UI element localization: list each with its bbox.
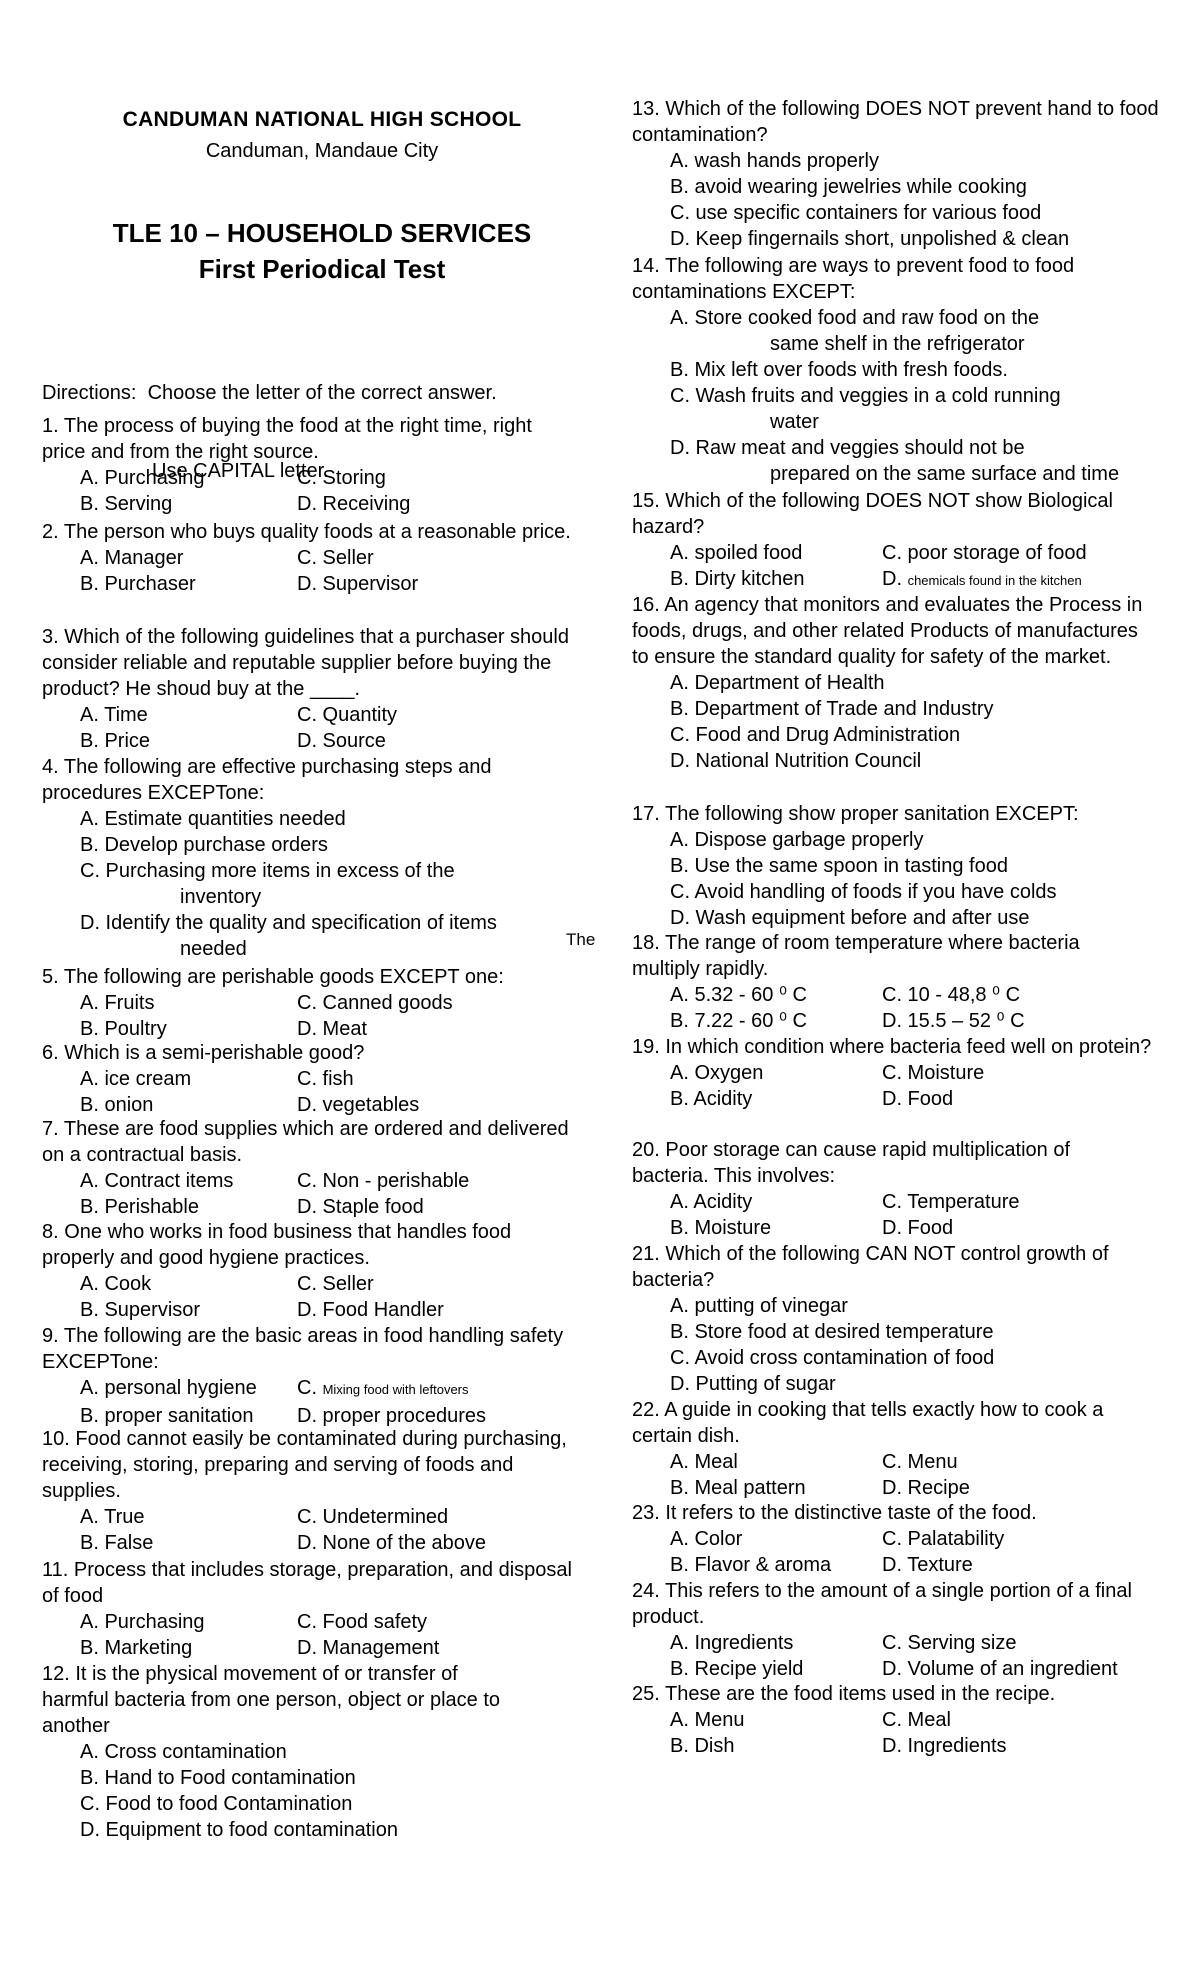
- options-row: [42, 1375, 572, 1403]
- answer-option: B. proper sanitation: [80, 1405, 254, 1427]
- answer-option: B. Perishable: [80, 1196, 199, 1218]
- answer-option: [632, 853, 1152, 879]
- options-row: [42, 990, 572, 1016]
- answer-option: [632, 200, 1177, 226]
- answer-option: D. Meat: [297, 1018, 368, 1040]
- option-text: B. avoid wearing jewelries while cooking: [670, 176, 1027, 198]
- answer-option: C. Seller: [297, 1273, 374, 1295]
- answer-option: [632, 409, 1152, 435]
- options-row: [632, 1449, 1152, 1475]
- option-text: A. wash hands properly: [670, 150, 880, 172]
- question-stem: 10. Food cannot easily be contaminated during purchasing, receiving, storing, preparing and serving of foods and supplies.: [42, 1428, 567, 1502]
- answer-option: [632, 174, 1177, 200]
- option-text: prepared on the same surface and time: [770, 463, 1120, 485]
- options-row: [42, 1609, 572, 1635]
- answer-option: C. Non - perishable: [297, 1170, 470, 1192]
- answer-option: D. Food: [882, 1217, 954, 1239]
- answer-option: B. Flavor & aroma: [670, 1554, 832, 1576]
- question-11: [42, 1557, 572, 1661]
- question-4: [42, 754, 572, 962]
- options-row: [632, 1060, 1152, 1086]
- answer-option: [42, 858, 572, 884]
- question-14: [632, 253, 1152, 487]
- answer-option: B. Acidity: [670, 1088, 753, 1110]
- question-stem: 3. Which of the following guidelines that a purchaser should consider reliable and reputable supplier before buying the product? He shoud buy at the ____.: [42, 626, 569, 700]
- exam-title: First Periodical Test: [198, 254, 446, 284]
- answer-option: D. chemicals found in the kitchen: [882, 568, 1082, 590]
- question-stem: 17. The following show proper sanitation EXCEPT:: [632, 803, 1079, 825]
- option-text: C. Avoid cross contamination of food: [670, 1347, 995, 1369]
- answer-option: B. Supervisor: [80, 1299, 201, 1321]
- question-stem: 1. The process of buying the food at the right time, right price and from the right source.: [42, 415, 532, 463]
- option-text: A. Cross contamination: [80, 1741, 287, 1763]
- answer-option: A. personal hygiene: [80, 1377, 257, 1399]
- option-text: C. Food and Drug Administration: [670, 724, 961, 746]
- answer-option: A. Manager: [80, 547, 184, 569]
- answer-option: A. Purchasing: [80, 467, 205, 489]
- options-row: [42, 702, 582, 728]
- option-text: B. Use the same spoon in tasting food: [670, 855, 1008, 877]
- option-text: D. Equipment to food contamination: [80, 1819, 398, 1841]
- answer-option: A. Fruits: [80, 992, 155, 1014]
- question-22: [632, 1397, 1152, 1501]
- stray-text: The: [566, 930, 596, 949]
- answer-option: C. Food safety: [297, 1611, 428, 1633]
- answer-option: [632, 357, 1152, 383]
- question-1: [42, 413, 572, 517]
- answer-option: [42, 910, 572, 936]
- answer-option: C. Menu: [882, 1451, 958, 1473]
- answer-option: [632, 331, 1152, 357]
- options-row: [632, 1189, 1152, 1215]
- question-15: [632, 488, 1152, 594]
- answer-option: C. Moisture: [882, 1062, 985, 1084]
- answer-option: D. Volume of an ingredient: [882, 1658, 1118, 1680]
- answer-option: C. fish: [297, 1068, 354, 1090]
- option-text: needed: [180, 938, 247, 960]
- answer-option: D. Management: [297, 1637, 440, 1659]
- question-2: [42, 519, 572, 597]
- answer-option: D. Food: [882, 1088, 954, 1110]
- question-7: [42, 1116, 572, 1220]
- answer-option: [632, 748, 1152, 774]
- question-stem: 19. In which condition where bacteria feed well on protein?: [632, 1036, 1152, 1058]
- answer-option: B. Poultry: [80, 1018, 167, 1040]
- answer-option: [42, 936, 572, 962]
- question-25: [632, 1681, 1152, 1759]
- question-19: [632, 1034, 1152, 1112]
- question-stem: 22. A guide in cooking that tells exactly how to cook a certain dish.: [632, 1399, 1104, 1447]
- answer-option: D. Receiving: [297, 493, 411, 515]
- option-text: C. use specific containers for various food: [670, 202, 1042, 224]
- answer-option: [42, 832, 572, 858]
- answer-option: B. 7.22 - 60 ⁰ C: [670, 1010, 807, 1032]
- answer-option: [632, 1293, 1152, 1319]
- answer-option: C. Palatability: [882, 1528, 1005, 1550]
- answer-option: D. proper procedures: [297, 1405, 486, 1427]
- answer-option: C. Storing: [297, 467, 386, 489]
- question-stem: 25. These are the food items used in the recipe.: [632, 1683, 1056, 1705]
- options-row: [632, 1526, 1152, 1552]
- options-row: [632, 1707, 1152, 1733]
- question-stem: 21. Which of the following CAN NOT control growth of bacteria?: [632, 1243, 1109, 1291]
- question-8: [42, 1219, 572, 1323]
- answer-option: [42, 1739, 522, 1765]
- question-17: [632, 801, 1152, 931]
- answer-option: B. Marketing: [80, 1637, 193, 1659]
- answer-option: A. spoiled food: [670, 542, 803, 564]
- options-row: [42, 491, 572, 517]
- answer-option: D. Food Handler: [297, 1299, 444, 1321]
- options-row: [632, 1008, 1152, 1034]
- answer-option: A. Cook: [80, 1273, 152, 1295]
- options-row: [42, 1168, 572, 1194]
- answer-option: A. Purchasing: [80, 1611, 205, 1633]
- answer-option: [632, 1371, 1152, 1397]
- question-stem: 11. Process that includes storage, preparation, and disposal of food: [42, 1559, 572, 1607]
- school-city: Canduman, Mandaue City: [205, 140, 439, 162]
- answer-option: [632, 879, 1152, 905]
- answer-option: [42, 1817, 522, 1843]
- options-row: [632, 1552, 1152, 1578]
- options-row: [42, 545, 572, 571]
- question-20: [632, 1137, 1152, 1241]
- question-21: [632, 1241, 1152, 1397]
- answer-option: D. Supervisor: [297, 573, 419, 595]
- answer-option: A. Acidity: [670, 1191, 753, 1213]
- answer-option: C. Serving size: [882, 1632, 1017, 1654]
- directions-line-1: Directions: Choose the letter of the correct answer.: [42, 382, 497, 404]
- answer-option: D. None of the above: [297, 1532, 487, 1554]
- answer-option: A. Menu: [670, 1709, 745, 1731]
- answer-option: B. False: [80, 1532, 154, 1554]
- answer-option: B. Moisture: [670, 1217, 772, 1239]
- question-stem: 13. Which of the following DOES NOT prevent hand to food contamination?: [632, 98, 1159, 146]
- options-row: [632, 1656, 1152, 1682]
- answer-option: [632, 148, 1177, 174]
- answer-option: [632, 435, 1152, 461]
- answer-option: C. poor storage of food: [882, 542, 1087, 564]
- answer-option: A. Ingredients: [670, 1632, 794, 1654]
- options-row: [42, 1635, 572, 1661]
- option-text: D. National Nutrition Council: [670, 750, 922, 772]
- answer-option: [632, 461, 1152, 487]
- options-row: [42, 1092, 572, 1118]
- options-row: [632, 1475, 1152, 1501]
- options-row: [42, 465, 572, 491]
- subject-title: TLE 10 – HOUSEHOLD SERVICES: [112, 218, 532, 248]
- question-12: [42, 1661, 522, 1843]
- option-text: B. Develop purchase orders: [80, 834, 328, 856]
- answer-option: A. ice cream: [80, 1068, 192, 1090]
- answer-option: D. Ingredients: [882, 1735, 1007, 1757]
- options-row: [632, 1630, 1152, 1656]
- options-row: [42, 1066, 572, 1092]
- answer-option: [42, 806, 572, 832]
- question-stem: 15. Which of the following DOES NOT show Biological hazard?: [632, 490, 1113, 538]
- question-13: [632, 96, 1177, 252]
- option-text: C. Food to food Contamination: [80, 1793, 353, 1815]
- school-name: CANDUMAN NATIONAL HIGH SCHOOL: [122, 108, 522, 131]
- answer-option: [632, 670, 1152, 696]
- question-stem: 5. The following are perishable goods EXCEPT one:: [42, 966, 504, 988]
- question-16: [632, 592, 1152, 774]
- option-text: A. Store cooked food and raw food on the: [670, 307, 1040, 329]
- answer-option: D. Recipe: [882, 1477, 970, 1499]
- directions-line-2: Use CAPITAL letter.: [152, 460, 329, 482]
- option-text: same shelf in the refrigerator: [770, 333, 1025, 355]
- small-option-text: chemicals found in the kitchen: [907, 573, 1082, 588]
- answer-option: C. Seller: [297, 547, 374, 569]
- answer-option: [42, 1765, 522, 1791]
- question-9: [42, 1323, 572, 1429]
- answer-option: C. Quantity: [297, 704, 398, 726]
- question-stem: 6. Which is a semi-perishable good?: [42, 1042, 365, 1064]
- option-text: B. Mix left over foods with fresh foods.: [670, 359, 1008, 381]
- option-text: A. Estimate quantities needed: [80, 808, 346, 830]
- option-text: water: [770, 411, 819, 433]
- options-row: [42, 571, 572, 597]
- answer-option: A. True: [80, 1506, 145, 1528]
- answer-option: A. Oxygen: [670, 1062, 764, 1084]
- answer-option: D. Staple food: [297, 1196, 424, 1218]
- answer-option: C. Mixing food with leftovers: [297, 1377, 469, 1399]
- option-text: inventory: [180, 886, 262, 908]
- question-5: [42, 964, 572, 1042]
- answer-option: B. Price: [80, 730, 151, 752]
- answer-option: B. onion: [80, 1094, 154, 1116]
- options-row: [632, 1215, 1152, 1241]
- answer-option: D. Texture: [882, 1554, 973, 1576]
- answer-option: D. Source: [297, 730, 386, 752]
- option-text: D. Wash equipment before and after use: [670, 907, 1030, 929]
- option-text: D. Identify the quality and specification of items: [80, 912, 497, 934]
- question-stem: 12. It is the physical movement of or transfer of harmful bacteria from one person, object or place to another: [42, 1663, 501, 1737]
- answer-option: [632, 383, 1152, 409]
- answer-option: B. Serving: [80, 493, 173, 515]
- options-row: [632, 1733, 1152, 1759]
- answer-option: [632, 905, 1152, 931]
- answer-option: [632, 1345, 1152, 1371]
- answer-option: [632, 696, 1152, 722]
- answer-option: B. Purchaser: [80, 573, 196, 595]
- options-row: [632, 1086, 1152, 1112]
- answer-option: B. Recipe yield: [670, 1658, 804, 1680]
- answer-option: C. Temperature: [882, 1191, 1020, 1213]
- options-row: [632, 982, 1152, 1008]
- options-row: [42, 1194, 572, 1220]
- option-text: B. Hand to Food contamination: [80, 1767, 356, 1789]
- option-text: B. Store food at desired temperature: [670, 1321, 994, 1343]
- answer-option: [42, 1791, 522, 1817]
- answer-option: A. 5.32 - 60 ⁰ C: [670, 984, 807, 1006]
- answer-option: [632, 722, 1152, 748]
- answer-option: [632, 827, 1152, 853]
- option-text: B. Department of Trade and Industry: [670, 698, 994, 720]
- answer-option: C. Meal: [882, 1709, 951, 1731]
- question-stem: 9. The following are the basic areas in food handling safety EXCEPTone:: [42, 1325, 564, 1373]
- answer-option: C. 10 - 48,8 ⁰ C: [882, 984, 1021, 1006]
- question-stem: 7. These are food supplies which are ordered and delivered on a contractual basis.: [42, 1118, 569, 1166]
- option-text: C. Wash fruits and veggies in a cold running: [670, 385, 1061, 407]
- question-stem: 20. Poor storage can cause rapid multiplication of bacteria. This involves:: [632, 1139, 1071, 1187]
- small-option-text: Mixing food with leftovers: [322, 1382, 469, 1397]
- answer-option: B. Dish: [670, 1735, 735, 1757]
- question-stem: 24. This refers to the amount of a single portion of a final product.: [632, 1580, 1132, 1628]
- question-stem: 14. The following are ways to prevent food to food contaminations EXCEPT:: [632, 255, 1075, 303]
- option-text: D. Raw meat and veggies should not be: [670, 437, 1025, 459]
- option-text: C. Purchasing more items in excess of the: [80, 860, 455, 882]
- options-row: [632, 566, 1152, 594]
- question-23: [632, 1500, 1152, 1578]
- question-3: [42, 624, 582, 754]
- question-6: [42, 1040, 572, 1118]
- option-text: A. Department of Health: [670, 672, 885, 694]
- answer-option: [632, 1319, 1152, 1345]
- answer-option: [42, 884, 572, 910]
- answer-option: C. Undetermined: [297, 1506, 449, 1528]
- options-row: [42, 1016, 572, 1042]
- options-row: [42, 728, 582, 754]
- question-stem: 16. An agency that monitors and evaluates the Process in foods, drugs, and other related Products of manufactures to ensure the standard quality for safety of the market.: [632, 594, 1143, 668]
- options-row: [42, 1271, 572, 1297]
- answer-option: D. 15.5 – 52 ⁰ C: [882, 1010, 1025, 1032]
- answer-option: A. Color: [670, 1528, 743, 1550]
- question-18: [632, 930, 1152, 1034]
- question-stem: 18. The range of room temperature where bacteria multiply rapidly.: [632, 932, 1080, 980]
- options-row: [42, 1530, 572, 1556]
- answer-option: A. Time: [80, 704, 148, 726]
- option-text: A. putting of vinegar: [670, 1295, 848, 1317]
- options-row: [42, 1297, 572, 1323]
- options-row: [632, 540, 1152, 566]
- answer-option: [632, 226, 1177, 252]
- option-text: D. Keep fingernails short, unpolished & clean: [670, 228, 1070, 250]
- options-row: [42, 1504, 572, 1530]
- answer-option: A. Contract items: [80, 1170, 234, 1192]
- option-text: A. Dispose garbage properly: [670, 829, 924, 851]
- answer-option: B. Meal pattern: [670, 1477, 806, 1499]
- question-stem: 2. The person who buys quality foods at a reasonable price.: [42, 521, 571, 543]
- question-stem: 4. The following are effective purchasing steps and procedures EXCEPTone:: [42, 756, 492, 804]
- question-stem: 23. It refers to the distinctive taste of the food.: [632, 1502, 1037, 1524]
- question-24: [632, 1578, 1152, 1682]
- question-stem: 8. One who works in food business that handles food properly and good hygiene practices.: [42, 1221, 512, 1269]
- answer-option: D. vegetables: [297, 1094, 420, 1116]
- answer-option: C. Canned goods: [297, 992, 453, 1014]
- answer-option: [632, 305, 1152, 331]
- option-text: C. Avoid handling of foods if you have colds: [670, 881, 1057, 903]
- question-10: [42, 1426, 572, 1556]
- answer-option: A. Meal: [670, 1451, 738, 1473]
- answer-option: B. Dirty kitchen: [670, 568, 805, 590]
- option-text: D. Putting of sugar: [670, 1373, 836, 1395]
